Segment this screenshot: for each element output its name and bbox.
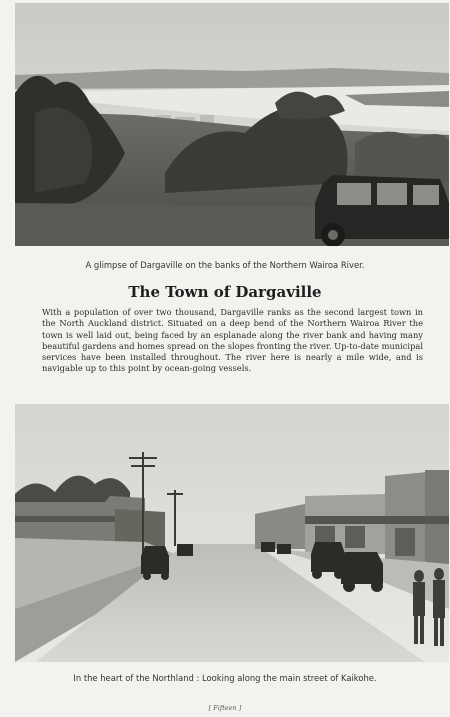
kaikohe-street-photo [15,404,449,662]
dargaville-river-illustration [15,3,449,246]
article-title: The Town of Dargaville [128,283,322,301]
kaikohe-street-illustration [15,404,449,662]
vintage-car-top [315,175,449,246]
page-number: [ Fifteen ] [208,704,242,712]
top-photo-caption: A glimpse of Dargaville on the banks of the Northern Wairoa River. [85,260,365,270]
article-body: With a population of over two thousand, Dargaville ranks as the second largest town in the North Auckland district. Situated on a deep bend of the Northern Wairoa River the town is well laid out, being faced by an esplanade along the river bank and having many beautiful gardens and homes spread on the slopes fronting the river. Up-to-date municipal services have been installed throughout. The river here is nearly a mile wide, and is navigable up to this point by ocean-going vessels. [42,307,423,374]
dargaville-river-photo [15,3,449,246]
bottom-photo-caption: In the heart of the Northland : Looking along the main street of Kaikohe. [73,673,377,683]
